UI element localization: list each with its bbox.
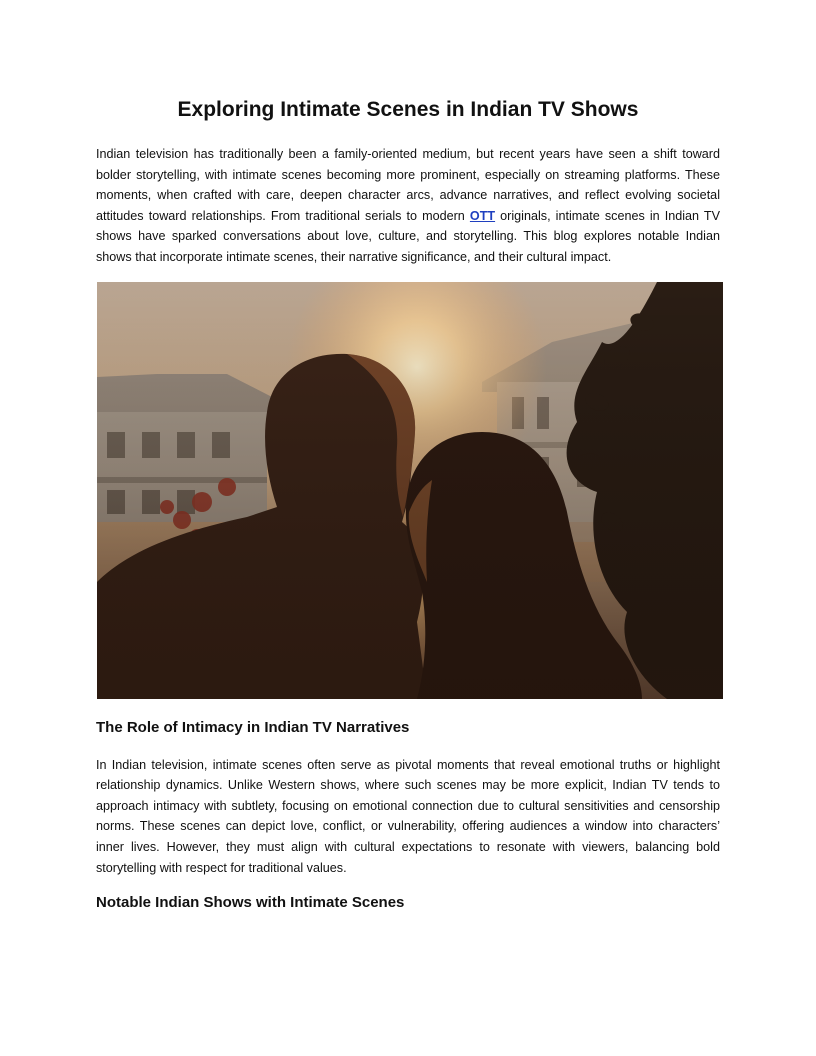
intro-text-end: originals, intimate scenes in Indian TV shows have sparked conversations about love, culture, and storytelling. This blog explores notable Indian shows that incorporate intimate scenes, their narrative significance, and their cultural impact.	[96, 208, 721, 264]
section-heading-role-of-intimacy: The Role of Intimacy in Indian TV Narratives	[96, 718, 410, 736]
intro-paragraph	[96, 144, 720, 268]
couple-sunset-photo	[97, 282, 723, 699]
section1-paragraph: In Indian television, intimate scenes often serve as pivotal moments that reveal emotional truths or highlight relationship dynamics. Unlike Western shows, where such scenes may be more explicit, Indian TV tends to approach intimacy with subtlety, focusing on emotional connection due to cultural sensitivities and censorship norms. These scenes can depict love, conflict, or vulnerability, offering audiences a window into characters’ inner lives. However, they must align with cultural expectations to resonate with viewers, balancing bold storytelling with respect for traditional values.	[96, 757, 720, 875]
ott-link[interactable]: OTT	[469, 208, 496, 223]
document-page	[96, 96, 720, 930]
section-heading-notable-shows: Notable Indian Shows with Intimate Scenes	[96, 894, 405, 912]
page-title: Exploring Intimate Scenes in Indian TV Shows	[177, 98, 639, 121]
intro-text-start: Indian television has traditionally been a family-oriented medium, but recent years have seen a shift toward bolder storytelling, with intimate scenes becoming more prominent, especially on streaming platforms. These moments, when crafted with care, deepen character arcs, advance narratives, and reflect evolving societal attitudes toward relationships. From traditional serials to modern	[96, 147, 720, 223]
